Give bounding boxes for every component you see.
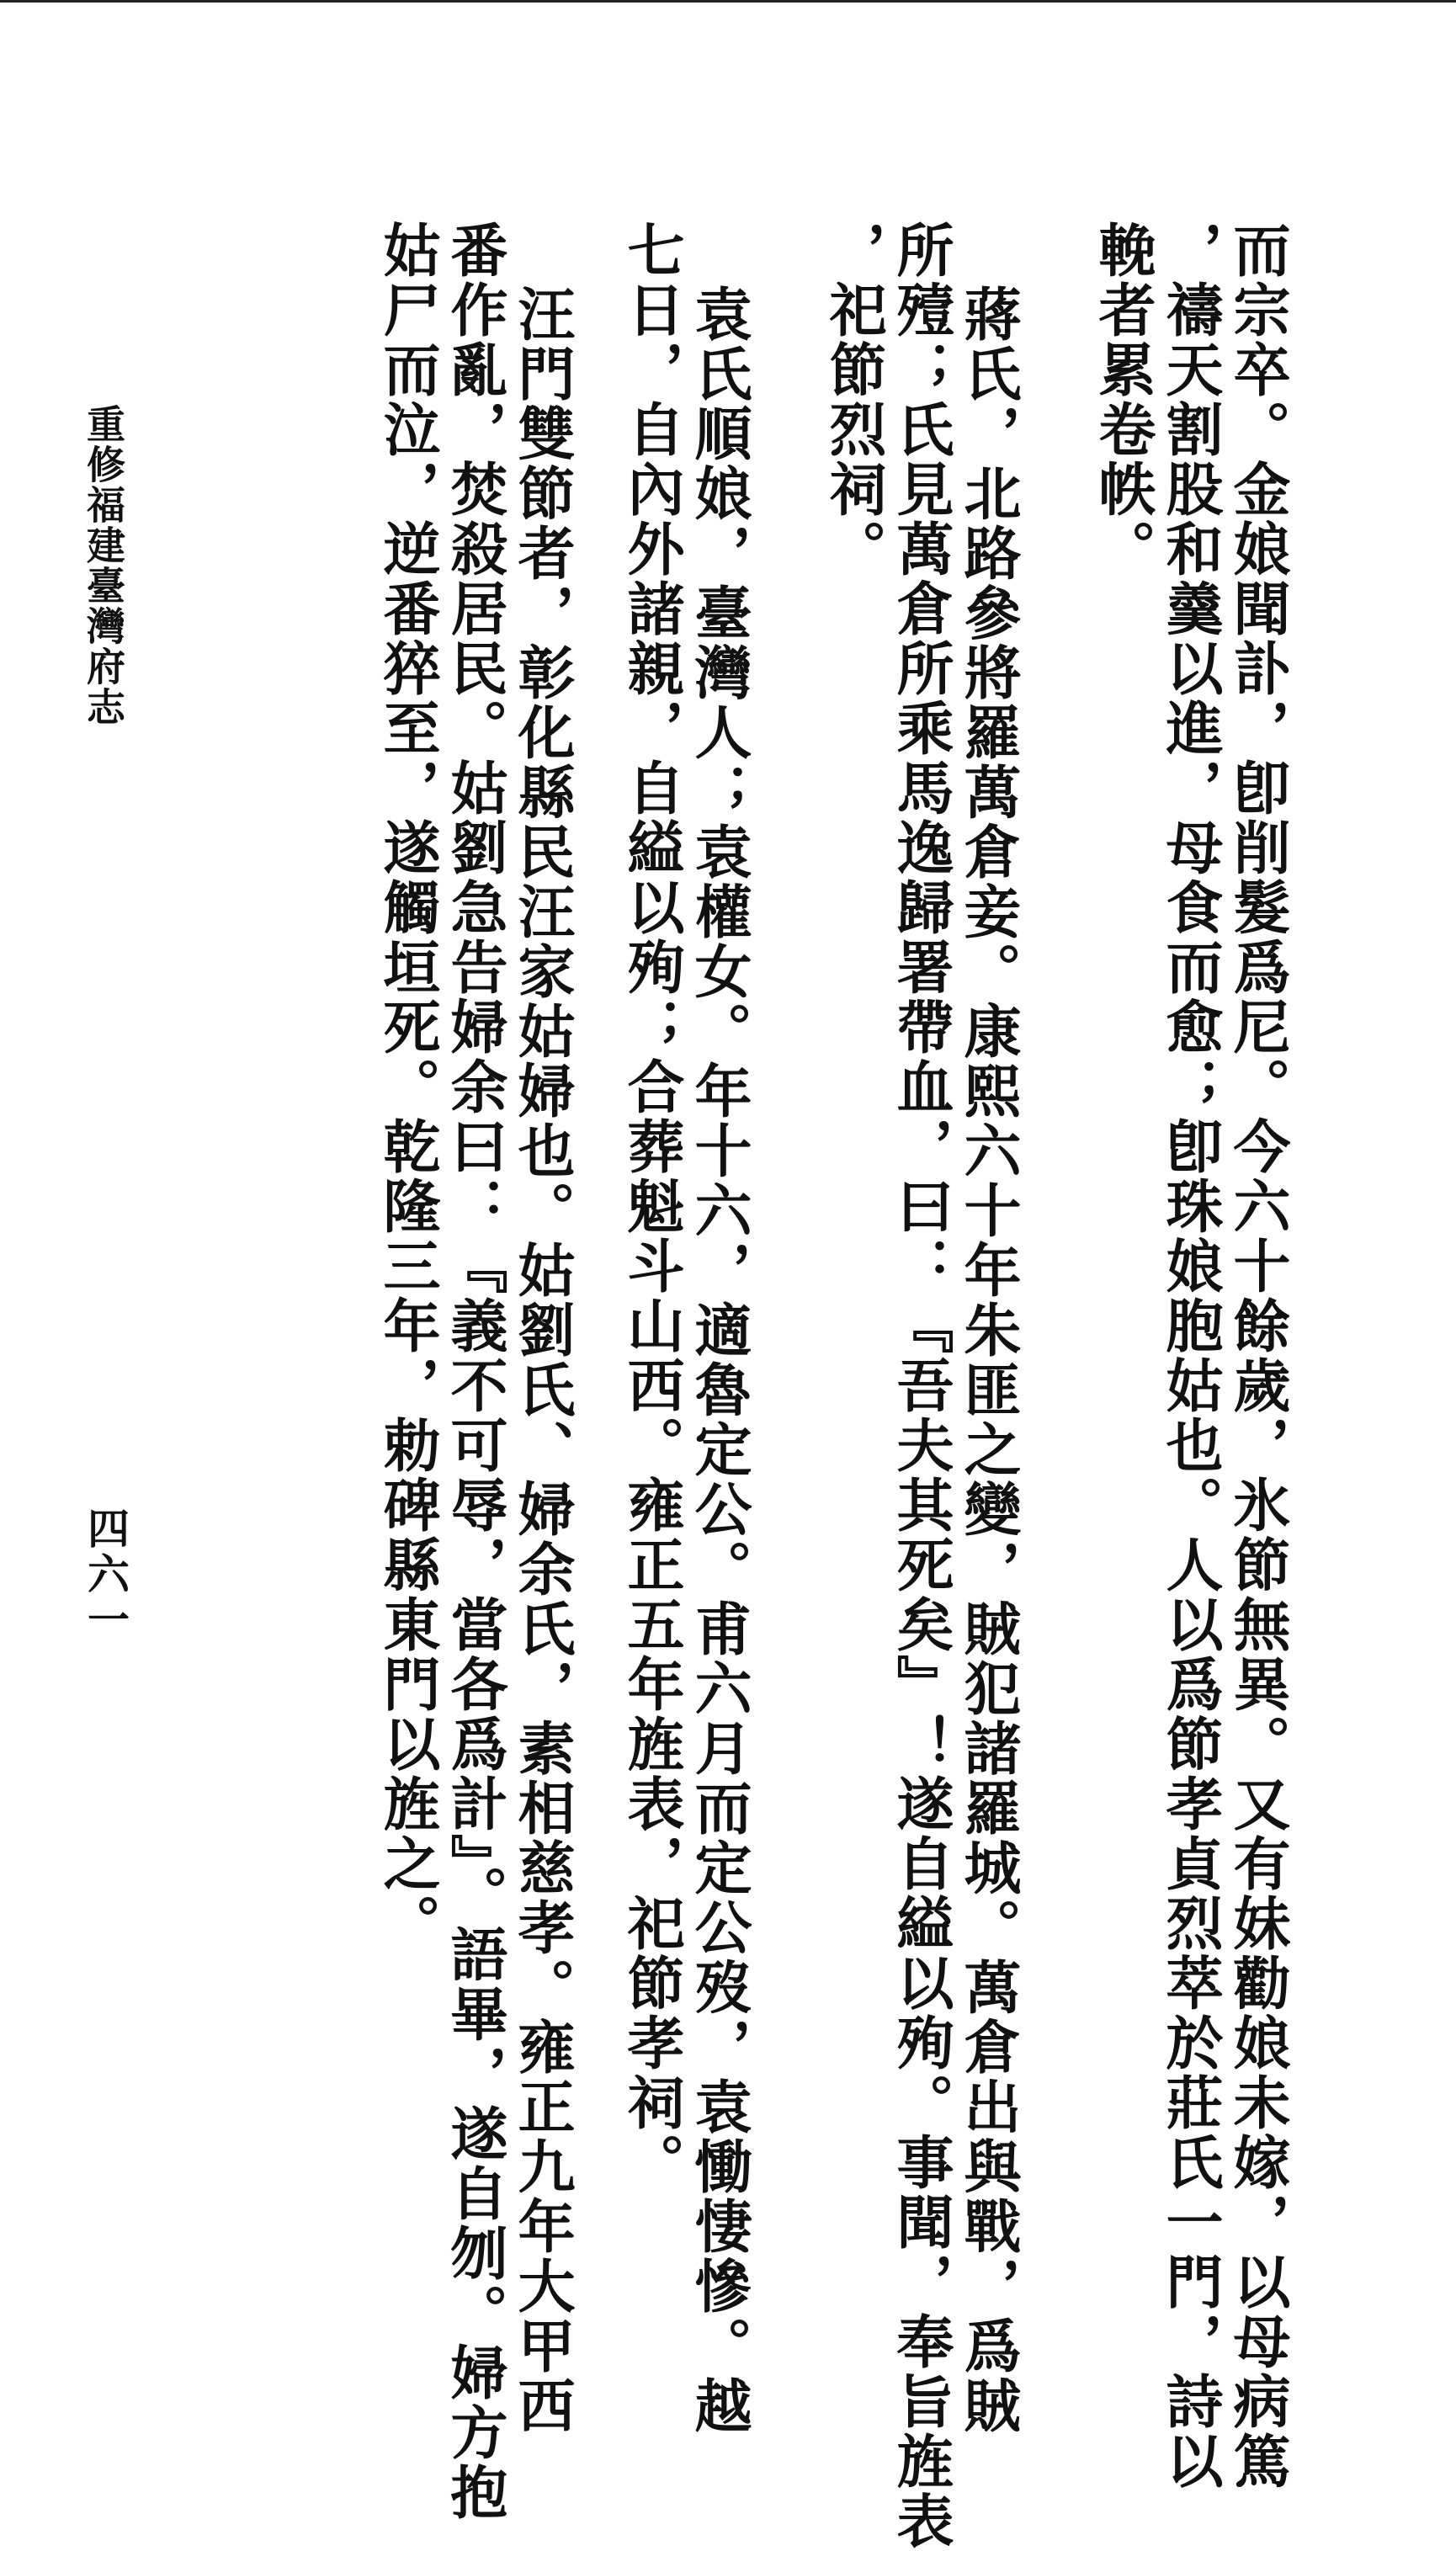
text-column-8: 七日，自內外諸親，自縊以殉；合葬魁斗山西。雍正五年旌表，祀節孝祠。 bbox=[618, 221, 685, 2192]
page-number: 四六一 bbox=[81, 1507, 130, 1643]
text-column-4: 蔣氏，北路參將羅萬倉妾。康熙六十年朱匪之變，賊犯諸羅城。萬倉出與戰，爲賊 bbox=[954, 284, 1022, 2436]
book-title: 重修福建臺灣府志 bbox=[81, 404, 126, 727]
text-column-3: 輓者累卷帙。 bbox=[1089, 221, 1156, 579]
top-border-rule bbox=[0, 0, 1456, 3]
text-column-2: ，禱天割股和羹以進，母食而愈；卽珠娘胞姑也。人以爲節孝貞烈萃於莊氏一門，詩以 bbox=[1156, 221, 1224, 2491]
text-column-1: 而宗卒。金娘聞訃，卽削髮爲尼。今六十餘歲，氷節無異。又有妹勸娘未嫁，以母病篤 bbox=[1224, 221, 1291, 2491]
text-column-5: 所殪；氏見萬倉所乘馬逸歸署帶血，曰：『吾夫其死矣』！遂自縊以殉。事聞，奉旨旌表 bbox=[887, 221, 954, 2551]
text-column-9: 汪門雙節者，彰化縣民汪家姑婦也。姑劉氏、婦余氏，素相慈孝。雍正九年大甲西 bbox=[508, 284, 576, 2436]
text-column-7: 袁氏順娘，臺灣人；袁權女。年十六，適魯定公。甫六月而定公歿，袁慟悽慘。越 bbox=[685, 284, 752, 2436]
text-column-10: 番作亂，焚殺居民。姑劉急告婦余曰：『義不可辱，當各爲計』。語畢，遂自刎。婦方抱 bbox=[441, 221, 508, 2522]
text-column-11: 姑尸而泣，逆番猝至，遂觸垣死。乾隆三年，勅碑縣東門以旌之。 bbox=[374, 221, 441, 1953]
text-column-6: ，祀節烈祠。 bbox=[820, 221, 887, 579]
